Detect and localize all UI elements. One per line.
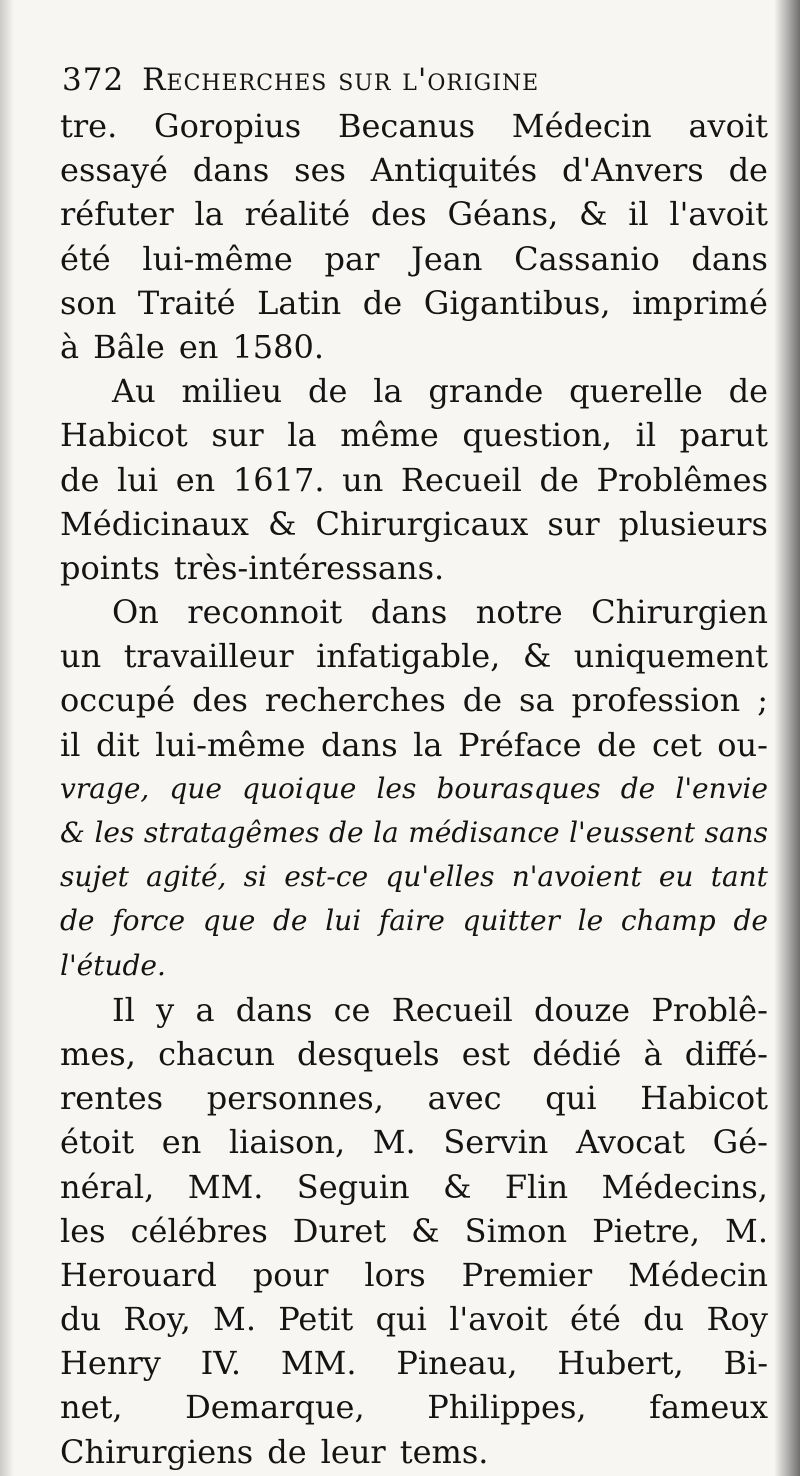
text-line: son Traité Latin de Gigantibus, imprimé bbox=[60, 283, 768, 322]
text-line: il dit lui-même dans la Préface de cet ou- bbox=[60, 725, 768, 764]
running-head bbox=[62, 62, 752, 98]
text-line: occupé des recherches de sa profession ; bbox=[60, 681, 768, 720]
text-line: étoit en liaison, M. Servin Avocat Gé- bbox=[60, 1123, 768, 1162]
text-line: Il y a dans ce Recueil douze Problê- bbox=[112, 990, 768, 1029]
text-line: & les stratagêmes de la médisance l'eussent sans bbox=[60, 816, 768, 849]
text-line: Au milieu de la grande querelle de bbox=[112, 372, 768, 411]
text-line: sujet agité, si est-ce qu'elles n'avoient eu tant bbox=[60, 860, 768, 894]
text-line: rentes personnes, avec qui Habicot bbox=[60, 1079, 768, 1118]
text-line: Herouard pour lors Premier Médecin bbox=[60, 1255, 768, 1294]
text-line: points très-intéressans. bbox=[60, 548, 445, 587]
text-line: Chirurgiens de leur tems. bbox=[60, 1432, 489, 1471]
text-line: été lui-même par Jean Cassanio dans bbox=[60, 239, 768, 278]
text-line: l'étude. bbox=[60, 948, 166, 982]
text-line: vrage, que quoique les bourasques de l'envie bbox=[60, 771, 768, 805]
text-line: de force que de lui faire quitter le champ de bbox=[60, 904, 768, 938]
text-line: net, Demarque, Philippes, fameux bbox=[60, 1388, 768, 1427]
text-line: néral, MM. Seguin & Flin Médecins, bbox=[60, 1167, 768, 1206]
text-line: tre. Goropius Becanus Médecin avoit bbox=[60, 107, 768, 145]
page-edge-shadow-left bbox=[0, 0, 14, 1476]
text-line: réfuter la réalité des Géans, & il l'avoit bbox=[60, 195, 768, 234]
page-edge-shadow-right bbox=[774, 0, 800, 1476]
running-title: Recherches sur l'origine bbox=[142, 62, 540, 98]
text-line: de lui en 1617. un Recueil de Problêmes bbox=[60, 460, 768, 499]
text-line: les célébres Duret & Simon Pietre, M. bbox=[60, 1211, 768, 1250]
text-line: à Bâle en 1580. bbox=[60, 327, 324, 366]
page-number: 372 bbox=[62, 62, 125, 98]
body-text bbox=[60, 104, 768, 1474]
text-line: du Roy, M. Petit qui l'avoit été du Roy bbox=[60, 1300, 768, 1339]
text-line: Henry IV. MM. Pineau, Hubert, Bi- bbox=[60, 1344, 768, 1383]
text-line: mes, chacun desquels est dédié à diffé- bbox=[60, 1034, 768, 1073]
text-line: On reconnoit dans notre Chirurgien bbox=[112, 593, 768, 632]
text-line: un travailleur infatigable, & uniquement bbox=[60, 637, 768, 676]
text-line: Habicot sur la même question, il parut bbox=[60, 416, 768, 455]
text-line: Médicinaux & Chirurgicaux sur plusieurs bbox=[60, 504, 768, 543]
text-line: essayé dans ses Antiquités d'Anvers de bbox=[60, 151, 768, 190]
